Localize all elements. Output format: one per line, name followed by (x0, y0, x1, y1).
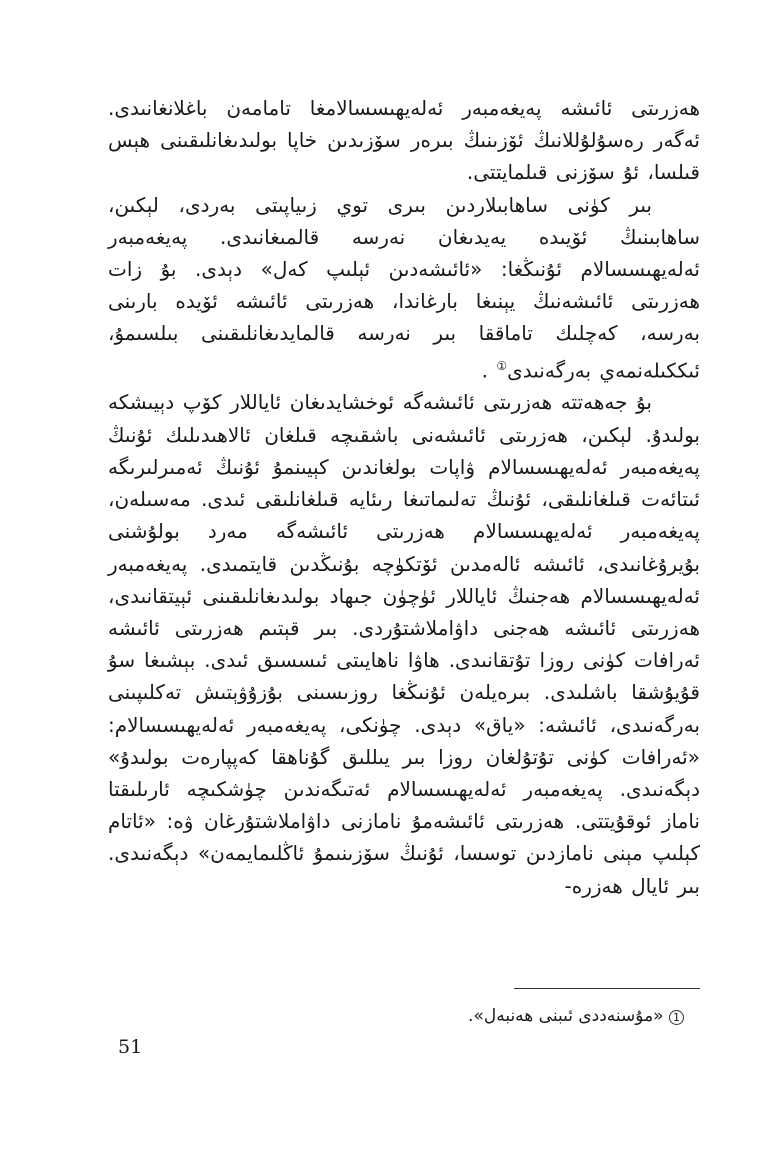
footnote-number: 1 (669, 1010, 684, 1025)
paragraph-3: بۇ جەھەتتە ھەزرىتى ئائىشەگە ئوخشايدىغان ئاياللار كۆپ دېيىشكە بولىدۇ. لېكىن، ھەزرىتى ئائىشەنى باشقىچە قىلغان ئالاھىدىلىك ئۇنىڭ پەيغەمبەر ئەلەيھىسسالام ۋاپات بولغاندىن كېيىنمۇ ئۇنىڭ ئەمىرلىرىگە ئىتائەت قىلغانلىقى، ئۇنىڭ تەلىماتىغا رىئايە قىلغانلىقى ئىدى. مەسىلەن، پەيغەمبەر ئەلەيھىسسالام ھەزرىتى ئائىشەگە مەرد بولۇشنى بۇيرۇغانىدى، ئائىشە ئالەمدىن ئۆتكۈچە بۇنىڭدىن قايتمىدى. پەيغەمبەر ئەلەيھىسسالام ھەجنىڭ ئاياللار ئۈچۈن جىھاد بولىدىغانلىقىنى ئېيتقانىدى، ھەزرىتى ئائىشە ھەجنى داۋاملاشتۇردى. بىر قېتىم ھەزرىتى ئائىشە ئەرافات كۈنى روزا تۇتقانىدى. ھاۋا ناھايىتى ئىسسىق ئىدى. بېشىغا سۇ قۇيۇشقا باشلىدى. بىرەيلەن ئۇنىڭغا روزىسىنى بۇزۇۋېتىش تەكلىپىنى بەرگەنىدى، ئائىشە: «ياق» دېدى. چۈنكى، پەيغەمبەر ئەلەيھىسسالام: «ئەرافات كۈنى تۇتۇلغان روزا بىر يىللىق گۇناھقا كەپپارەت بولىدۇ» دېگەنىدى. پەيغەمبەر ئەلەيھىسسالام ئەتىگەندىن چۈشكىچە ئارىلىقتا ناماز ئوقۇيتتى. ھەزرىتى ئائىشەمۇ نامازنى داۋاملاشتۇرغان ۋە: «ئاتام كېلىپ مېنى نامازدىن توسسا، ئۇنىڭ سۆزىنىمۇ ئاڭلىمايمەن» دېگەنىدى. بىر ئايال ھەزرە- (108, 390, 700, 898)
footnote-reference: ① (496, 358, 508, 373)
paragraph-1: ھەزرىتى ئائىشە پەيغەمبەر ئەلەيھىسسالامغا تامامەن باغلانغانىدى. ئەگەر رەسۇلۇللانىڭ ئۆزىنىڭ بىرەر سۆزىدىن خاپا بولىدىغانلىقىنى ھېس قىلسا، ئۇ سۆزنى قىلمايتتى. (108, 96, 700, 185)
footnote (370, 1004, 690, 1028)
paragraph-2: بىر كۈنى ساھابىلاردىن بىرى توي زىياپىتى بەردى، لېكىن، ساھابىنىڭ ئۆيىدە يەيدىغان نەرسە قالمىغانىدى. پەيغەمبەر ئەلەيھىسسالام ئۇنىڭغا: «ئائىشەدىن ئېلىپ كەل» دېدى. بۇ زات ھەزرىتى ئائىشەنىڭ يېنىغا بارغاندا، ھەزرىتى ئائىشە ئۆيدە بارىنى بەرسە، كەچلىك تاماققا بىر نەرسە قالمايدىغانلىقىنى بىلسىمۇ، ئىككىلەنمەي بەرگەنىدى① . (108, 192, 700, 383)
paragraph-2-text: بىر كۈنى ساھابىلاردىن بىرى توي زىياپىتى بەردى، لېكىن، ساھابىنىڭ ئۆيىدە يەيدىغان نەرسە قالمىغانىدى. پەيغەمبەر ئەلەيھىسسالام ئۇنىڭغا: «ئائىشەدىن ئېلىپ كەل» دېدى. بۇ زات ھەزرىتى ئائىشەنىڭ يېنىغا بارغاندا، ھەزرىتى ئائىشە ئۆيدە بارىنى بەرسە، كەچلىك تاماققا بىر نەرسە قالمايدىغانلىقىنى بىلسىمۇ، ئىككىلەنمەي بەرگەنىدى (108, 192, 700, 383)
page-number: 51 (118, 1036, 143, 1058)
footnote-text: «مۇسنەددى ئىبنى ھەنبەل». (468, 1006, 664, 1026)
footnote-divider (514, 988, 700, 989)
body-text (108, 92, 700, 902)
